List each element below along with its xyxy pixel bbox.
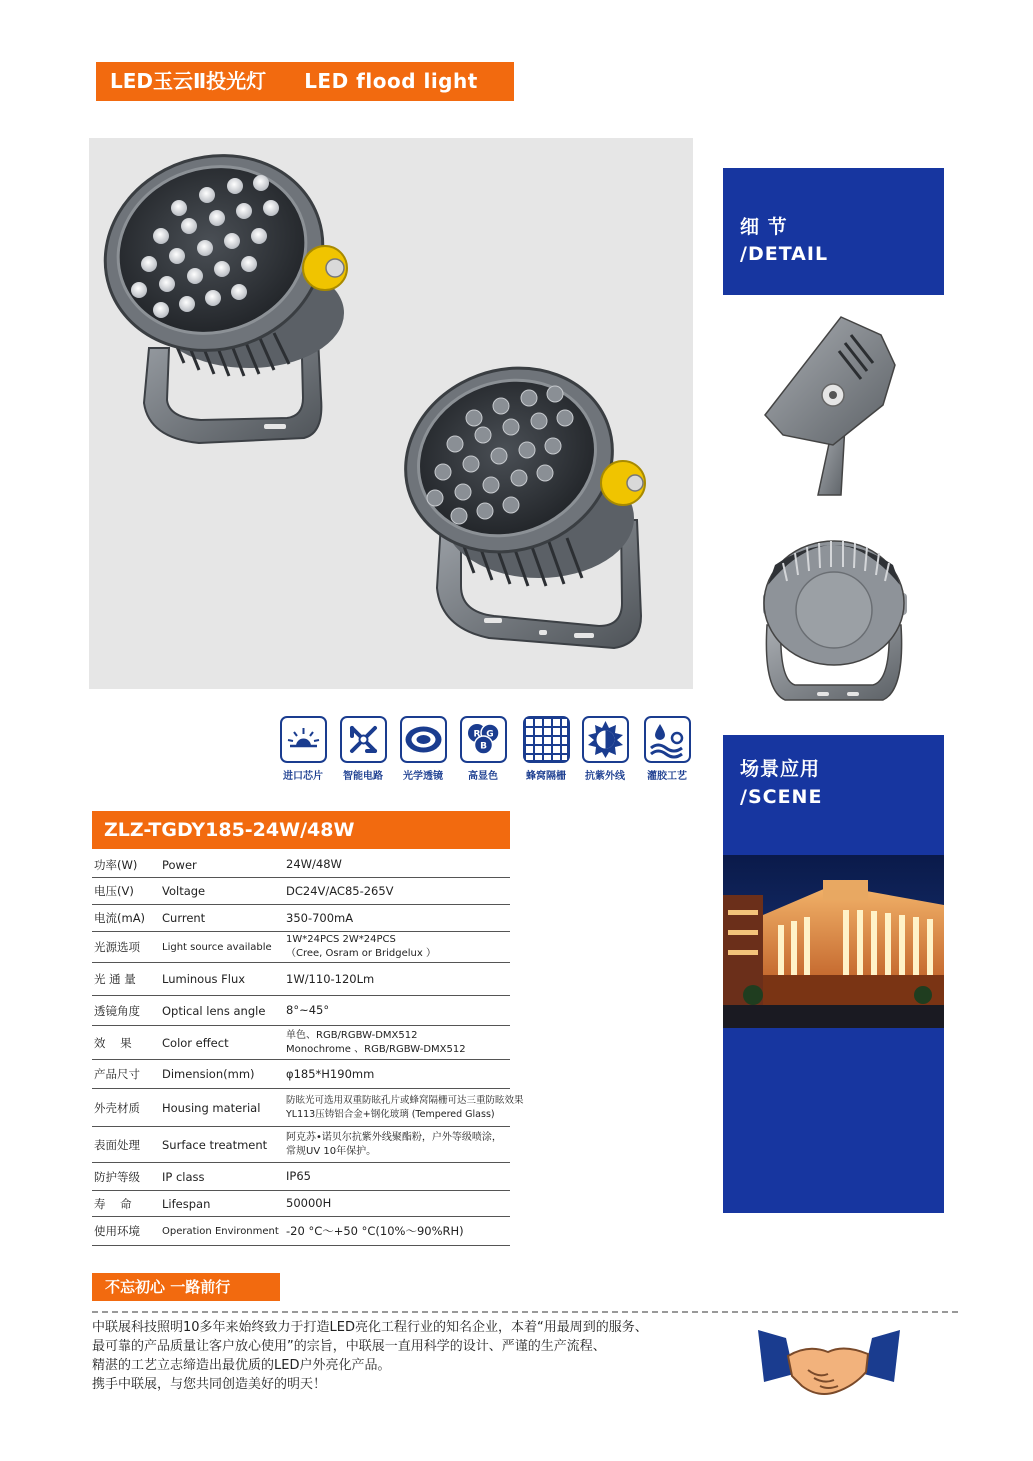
table-row: [92, 1163, 510, 1191]
spec-label-cn: 透镜角度: [94, 1003, 140, 1018]
table-row: [92, 878, 510, 905]
spec-label-cn: 功率(W): [94, 857, 138, 872]
spec-value-line: 350-700mA: [286, 910, 354, 925]
table-row: [92, 1060, 510, 1089]
description-line: 携手中联展，与您共同创造美好的明天！: [92, 1377, 327, 1392]
spec-value-line: DC24V/AC85-265V: [286, 883, 394, 898]
spec-table: [92, 852, 524, 1246]
spec-value-line: 50000H: [286, 1196, 332, 1210]
table-row: [92, 1191, 510, 1217]
spec-label-en: Surface treatment: [162, 1137, 268, 1152]
flood-light-pair-illustration: [89, 138, 693, 689]
feature-optical-lens: [392, 716, 454, 782]
table-row: [92, 1089, 524, 1127]
feature-imported-chip: [272, 716, 334, 782]
spec-value: [286, 932, 436, 962]
feature-label: 蜂窝隔栅: [526, 771, 566, 782]
feature-label: 高显色: [468, 771, 498, 782]
table-row: [92, 852, 510, 878]
rgb-color-icon: [460, 716, 507, 763]
optical-lens-icon: [400, 716, 447, 763]
spec-label-en: Current: [162, 911, 206, 925]
spec-label-en: Housing material: [162, 1100, 261, 1115]
spec-label-en: Optical lens angle: [162, 1003, 266, 1018]
spec-label-en: Luminous Flux: [162, 972, 246, 986]
lamp-front-view: [89, 138, 348, 443]
feature-label: 光学透镜: [403, 771, 443, 782]
spec-label-en: Lifespan: [162, 1196, 211, 1211]
spec-label-cn: 效 果: [94, 1035, 132, 1050]
spec-label-cn: 电流(mA): [94, 911, 146, 925]
spec-value-line: 8°~45°: [286, 1003, 330, 1017]
feature-label: 智能电路: [343, 771, 383, 782]
feature-label: 进口芯片: [283, 771, 323, 782]
detail-heading-cn: 细 节: [740, 216, 788, 238]
spec-value-line: YL113压铸铝合金+钢化玻璃 (Tempered Glass): [286, 1108, 495, 1120]
divider: [92, 1311, 958, 1313]
spec-value-line: 防眩光可选用双重防眩孔片或蜂窝隔栅可达三重防眩效果: [286, 1094, 524, 1106]
table-row: [92, 1217, 510, 1246]
title-en: LED flood light: [304, 69, 478, 93]
spec-label-cn: 光 通 量: [94, 972, 136, 986]
spec-label-en: Operation Environment: [162, 1225, 279, 1237]
feature-smart-circuit: [332, 716, 394, 782]
spec-value: [286, 996, 329, 1025]
spec-value: [286, 852, 342, 877]
rgb-letter-r: R: [473, 729, 480, 740]
chip-sunrise-icon: [280, 716, 327, 763]
night-building-illustration: [723, 855, 944, 1028]
spec-label-en: Power: [162, 857, 197, 872]
lamp-angled-view: [380, 340, 645, 648]
feature-potting-process: [636, 716, 698, 782]
scene-heading-en: /SCENE: [740, 786, 823, 808]
spec-value-line: φ185*H190mm: [286, 1066, 375, 1081]
spec-value-line: Monochrome 、RGB/RGBW-DMX512: [286, 1043, 466, 1055]
feature-label: 抗紫外线: [585, 771, 625, 782]
honeycomb-grid-icon: [523, 716, 570, 763]
spec-label-en: Dimension(mm): [162, 1067, 255, 1081]
lamp-detail-views: [723, 295, 944, 735]
spec-value-line: 常规UV 10年保护。: [286, 1145, 377, 1157]
feature-anti-uv: [574, 716, 636, 782]
lamp-side-view: [765, 317, 895, 495]
spec-value: [286, 878, 394, 904]
spec-value: [286, 905, 353, 931]
scene-night-building-photo: [723, 855, 944, 1028]
detail-heading-en: /DETAIL: [740, 243, 829, 265]
spec-value-line: IP65: [286, 1169, 311, 1183]
spec-value-line: 24W/48W: [286, 857, 342, 871]
detail-heading: [740, 214, 828, 268]
lamp-back-view: [763, 541, 907, 700]
spec-label-en: Color effect: [162, 1035, 229, 1050]
spec-value: [286, 1191, 331, 1216]
anti-uv-sun-icon: [582, 716, 629, 763]
table-row: [92, 905, 510, 932]
table-row: [92, 1127, 510, 1163]
spec-value-line: （Cree, Osram or Bridgelux ）: [286, 948, 436, 959]
title-cn: LED玉云Ⅱ投光灯: [110, 69, 267, 93]
table-row: [92, 932, 510, 963]
spec-label-cn: 寿 命: [94, 1196, 132, 1211]
spec-label-cn: 光源选项: [94, 940, 140, 954]
model-number-heading: ZLZ-TGDY185-24W/48W: [92, 811, 510, 849]
rgb-letter-g: G: [485, 729, 494, 740]
detail-images: [723, 295, 944, 735]
spec-value: [286, 1060, 374, 1088]
spec-value: [286, 1163, 311, 1190]
handshake-icon: [758, 1326, 900, 1408]
spec-value-line: -20 °C～+50 °C(10%～90%RH): [286, 1223, 464, 1238]
spec-value: [286, 1026, 466, 1059]
spec-value: [286, 1089, 524, 1126]
spec-label-en: IP class: [162, 1169, 205, 1184]
spec-value: [286, 1127, 502, 1162]
spec-value: [286, 963, 374, 995]
table-row: [92, 996, 510, 1026]
feature-label: 灌胶工艺: [647, 771, 687, 782]
spec-label-cn: 防护等级: [94, 1169, 140, 1184]
description-line: 精湛的工艺立志缔造出最优质的LED户外亮化产品。: [92, 1358, 391, 1373]
spec-label-cn: 表面处理: [94, 1137, 140, 1152]
spec-label-cn: 电压(V): [94, 884, 134, 898]
spec-value-line: 阿克苏•诺贝尔抗紫外线聚酯粉，户外等级喷涂，: [286, 1131, 502, 1143]
table-row: [92, 1026, 510, 1060]
spec-label-cn: 使用环境: [94, 1224, 140, 1238]
spec-value-line: 1W/110-120Lm: [286, 971, 375, 986]
product-hero-image: [89, 138, 693, 689]
smart-circuit-icon: [340, 716, 387, 763]
page-title-bar: [96, 62, 514, 101]
scene-heading-cn: 场景应用: [740, 758, 821, 780]
rgb-letter-b: B: [479, 741, 487, 752]
description-line: 最可靠的产品质量让客户放心使用”的宗旨，中联展一直用科学的设计、严谨的生产流程、: [92, 1339, 606, 1354]
description-line: 中联展科技照明10多年来始终致力于打造LED亮化工程行业的知名企业，本着“用最周到的服务、: [92, 1320, 648, 1335]
spec-label-cn: 外壳材质: [94, 1100, 140, 1115]
table-row: [92, 963, 510, 996]
potting-water-icon: [644, 716, 691, 763]
spec-label-en: Light source available: [162, 941, 272, 953]
spec-label-en: Voltage: [162, 884, 206, 898]
feature-icons-row: [272, 716, 696, 786]
company-description: [92, 1318, 742, 1394]
scene-heading: [740, 755, 822, 811]
spec-value: [286, 1217, 464, 1245]
spec-value-line: 1W*24PCS 2W*24PCS: [286, 934, 396, 945]
motto-banner: 不忘初心 一路前行: [92, 1273, 280, 1301]
feature-high-cri: [452, 716, 514, 782]
spec-value-line: 单色、RGB/RGBW-DMX512: [286, 1029, 418, 1041]
spec-label-cn: 产品尺寸: [94, 1067, 140, 1081]
feature-honeycomb-grille: [515, 716, 577, 782]
